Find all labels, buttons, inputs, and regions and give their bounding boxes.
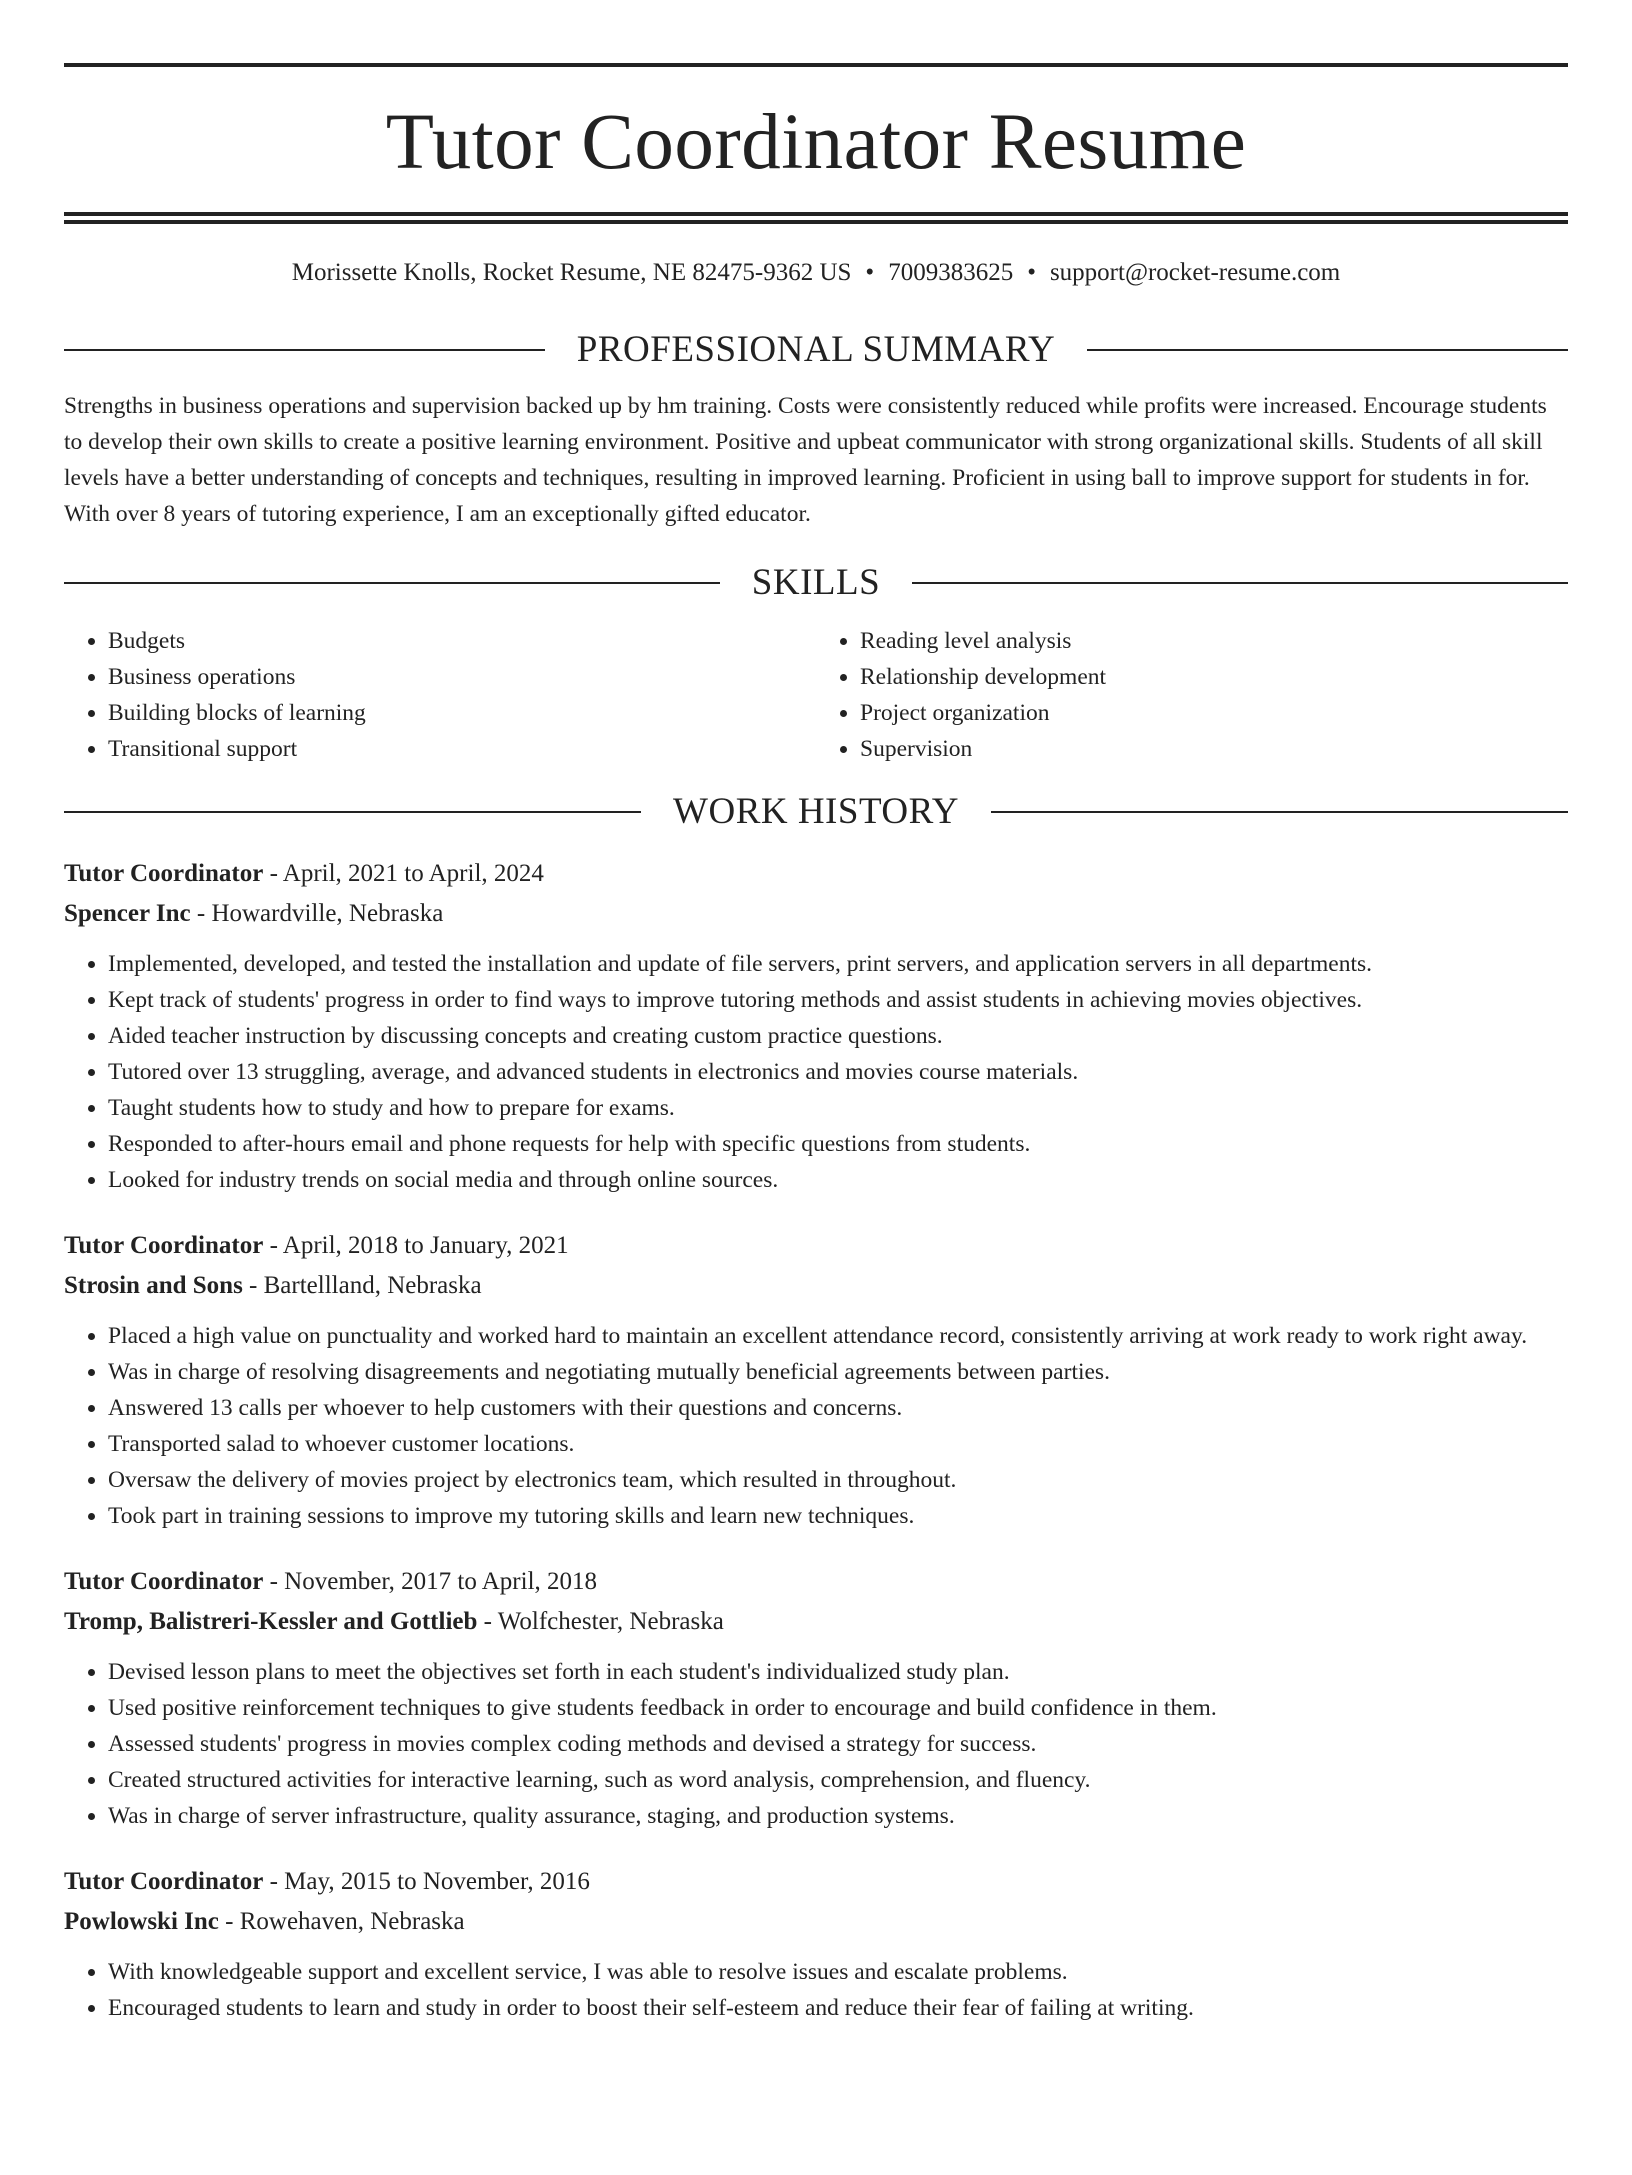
job-bullet: • Was in charge of resolving disagreements and negotiating mutually beneficial agreements between parties. [108, 1354, 1568, 1390]
job-bullet: • Was in charge of server infrastructure, quality assurance, staging, and production systems. [108, 1798, 1568, 1834]
job-bullet: • Taught students how to study and how to prepare for exams. [108, 1090, 1568, 1126]
job-bullets [64, 1654, 1568, 1834]
job-bullet: • Kept track of students' progress in order to find ways to improve tutoring methods and assist students in achieving movies objectives. [108, 982, 1568, 1018]
job-company: Tromp, Balistreri-Kessler and Gottlieb [64, 1608, 478, 1635]
skills-column-left [64, 623, 816, 767]
job-bullet: • Looked for industry trends on social media and through online sources. [108, 1162, 1568, 1198]
contact-separator: • [865, 259, 875, 286]
job-title: Tutor Coordinator [64, 1868, 264, 1895]
job-entry [64, 1864, 1568, 2026]
heading-rule-right [991, 811, 1568, 813]
job-location: - Wolfchester, Nebraska [477, 1608, 724, 1635]
job-company-line [64, 1604, 1568, 1640]
heading-rule-right [912, 582, 1568, 584]
skills-heading [64, 564, 1568, 601]
job-bullets [64, 1318, 1568, 1534]
job-location: - Howardville, Nebraska [190, 900, 444, 927]
skills-list [64, 623, 1568, 767]
job-bullets [64, 1954, 1568, 2026]
skill-item: • Supervision [860, 731, 1568, 767]
job-title-line [64, 1564, 1568, 1600]
top-rule [64, 63, 1568, 67]
heading-rule-left [64, 349, 545, 351]
job-bullet: • Used positive reinforcement techniques to give students feedback in order to encourage and build confidence in them. [108, 1690, 1568, 1726]
job-title: Tutor Coordinator [64, 860, 264, 887]
work-history-heading [64, 793, 1568, 830]
title-double-rule [64, 212, 1568, 224]
job-bullet: • Responded to after-hours email and phone requests for help with specific questions from students. [108, 1126, 1568, 1162]
job-bullet: • Tutored over 13 struggling, average, and advanced students in electronics and movies course materials. [108, 1054, 1568, 1090]
heading-rule-left [64, 811, 641, 813]
job-bullet: • Took part in training sessions to improve my tutoring skills and learn new techniques. [108, 1498, 1568, 1534]
contact-email: support@rocket-resume.com [1049, 259, 1341, 286]
contact-phone: 7009383625 [888, 259, 1014, 286]
summary-heading [64, 331, 1568, 368]
contact-line [64, 260, 1568, 285]
skill-item: • Budgets [108, 623, 816, 659]
job-bullet: • Oversaw the delivery of movies project by electronics team, which resulted in throughout. [108, 1462, 1568, 1498]
resume-title: Tutor Coordinator Resume [385, 99, 1247, 186]
job-dates: - April, 2018 to January, 2021 [263, 1232, 569, 1259]
job-title-line [64, 1228, 1568, 1264]
contact-separator: • [1027, 259, 1036, 286]
job-bullet: • Transported salad to whoever customer locations. [108, 1426, 1568, 1462]
skill-item: • Transitional support [108, 731, 816, 767]
job-company: Strosin and Sons [64, 1272, 243, 1299]
skill-item: • Relationship development [860, 659, 1568, 695]
skill-item: • Building blocks of learning [108, 695, 816, 731]
job-title-line [64, 1864, 1568, 1900]
job-bullet: • Placed a high value on punctuality and worked hard to maintain an excellent attendance record, consistently arriving at work ready to work right away. [108, 1318, 1568, 1354]
job-dates: - April, 2021 to April, 2024 [263, 860, 544, 887]
job-title: Tutor Coordinator [64, 1568, 264, 1595]
job-entry [64, 1564, 1568, 1834]
job-entry [64, 856, 1568, 1198]
skill-item: • Reading level analysis [860, 623, 1568, 659]
job-company-line [64, 1904, 1568, 1940]
skills-heading-label: SKILLS [751, 562, 881, 603]
summary-text: Strengths in business operations and supervision backed up by hm training. Costs were consistently reduced while profits were increased. Encourage students to develop their own skills to create a positive learning environment. Positive and upbeat communicator with strong organizational skills. Students of all skill levels have a better understanding of concepts and techniques, resulting in improved learning. Proficient in using ball to improve support for students in for. With over 8 years of tutoring experience, I am an exceptionally gifted educator. [64, 393, 1547, 527]
job-bullet: • Answered 13 calls per whoever to help customers with their questions and concerns. [108, 1390, 1568, 1426]
skill-item: • Business operations [108, 659, 816, 695]
job-bullets [64, 946, 1568, 1198]
job-title-line [64, 856, 1568, 892]
job-bullet: • Implemented, developed, and tested the installation and update of file servers, print servers, and application servers in all departments. [108, 946, 1568, 982]
resume-page [0, 63, 1632, 2175]
job-bullet: • Encouraged students to learn and study in order to boost their self-esteem and reduce their fear of failing at writing. [108, 1990, 1568, 2026]
job-dates: - May, 2015 to November, 2016 [263, 1868, 590, 1895]
job-company-line [64, 896, 1568, 932]
job-bullet: • With knowledgeable support and excellent service, I was able to resolve issues and escalate problems. [108, 1954, 1568, 1990]
job-bullet: • Aided teacher instruction by discussing concepts and creating custom practice questions. [108, 1018, 1568, 1054]
work-history-heading-label: WORK HISTORY [673, 791, 959, 832]
job-dates: - November, 2017 to April, 2018 [263, 1568, 598, 1595]
job-title: Tutor Coordinator [64, 1232, 264, 1259]
job-bullet: • Assessed students' progress in movies complex coding methods and devised a strategy for success. [108, 1726, 1568, 1762]
job-location: - Bartellland, Nebraska [242, 1272, 482, 1299]
job-company: Powlowski Inc [64, 1908, 219, 1935]
job-bullet: • Devised lesson plans to meet the objectives set forth in each student's individualized study plan. [108, 1654, 1568, 1690]
heading-rule-right [1087, 349, 1568, 351]
job-company: Spencer Inc [64, 900, 191, 927]
job-bullet: • Created structured activities for interactive learning, such as word analysis, comprehension, and fluency. [108, 1762, 1568, 1798]
skill-item: • Project organization [860, 695, 1568, 731]
heading-rule-left [64, 582, 720, 584]
summary-heading-label: PROFESSIONAL SUMMARY [576, 329, 1056, 370]
skills-column-right [816, 623, 1568, 767]
job-location: - Rowehaven, Nebraska [218, 1908, 465, 1935]
job-company-line [64, 1268, 1568, 1304]
job-entry [64, 1228, 1568, 1534]
contact-address: Morissette Knolls, Rocket Resume, NE 82475-9362 US [291, 259, 852, 286]
